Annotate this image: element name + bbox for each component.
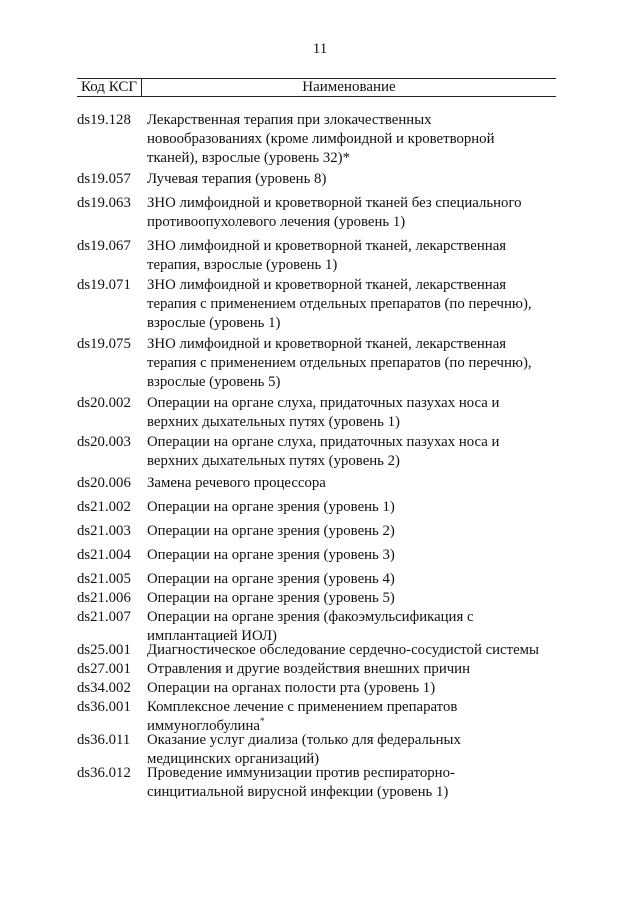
name-line: ЗНО лимфоидной и кроветворной тканей без специального (147, 195, 522, 211)
name-line: верхних дыхательных путях (уровень 2) (147, 453, 400, 469)
ksg-code: ds21.006 (77, 590, 131, 606)
ksg-name (147, 764, 555, 802)
ksg-name (147, 660, 555, 679)
ksg-code: ds19.063 (77, 195, 131, 211)
ksg-code: ds19.075 (77, 336, 131, 352)
name-line: новообразованиях (кроме лимфоидной и кроветворной (147, 131, 495, 147)
name-line: верхних дыхательных путях (уровень 1) (147, 414, 400, 430)
header-name: Наименование (302, 79, 396, 95)
name-line: Отравления и другие воздействия внешних причин (147, 661, 471, 677)
name-line: Операции на органе зрения (факоэмульсификация с (147, 609, 474, 625)
ksg-name (147, 498, 555, 517)
name-line: противоопухолевого лечения (уровень 1) (147, 214, 406, 230)
table-header (77, 78, 556, 97)
name-line: Замена речевого процессора (147, 475, 326, 491)
name-line: взрослые (уровень 5) (147, 374, 281, 390)
name-line: Оказание услуг диализа (только для федеральных (147, 732, 461, 748)
name-line: Операции на органе зрения (уровень 1) (147, 499, 395, 515)
ksg-name (147, 589, 555, 608)
ksg-code: ds34.002 (77, 680, 131, 696)
name-line: Лекарственная терапия при злокачественных (147, 112, 432, 128)
name-line: медицинских организаций) (147, 751, 320, 767)
name-line: терапия с применением отдельных препаратов (по перечню), (147, 296, 532, 312)
ksg-code: ds21.002 (77, 499, 131, 515)
ksg-code: ds27.001 (77, 661, 131, 677)
ksg-name (147, 237, 555, 275)
ksg-name (147, 276, 555, 333)
ksg-name (147, 111, 555, 168)
name-line: Диагностическое обследование сердечно-сосудистой системы (147, 642, 539, 658)
ksg-code: ds20.002 (77, 395, 131, 411)
name-line: ЗНО лимфоидной и кроветворной тканей, лекарственная (147, 336, 507, 352)
ksg-name (147, 546, 555, 565)
name-line: Операции на органах полости рта (уровень 1) (147, 680, 436, 696)
ksg-code: ds21.004 (77, 547, 131, 563)
name-line: Операции на органе зрения (уровень 3) (147, 547, 395, 563)
name-line: синцитиальной вирусной инфекции (уровень 1) (147, 784, 449, 800)
ksg-code: ds36.012 (77, 765, 131, 781)
ksg-code: ds21.007 (77, 609, 131, 625)
name-line: Операции на органе зрения (уровень 2) (147, 523, 395, 539)
name-line: тканей), взрослые (уровень 32)* (147, 150, 350, 166)
header-code: Код КСГ (77, 79, 142, 96)
ksg-code: ds36.001 (77, 699, 131, 715)
ksg-code: ds19.128 (77, 112, 131, 128)
ksg-name (147, 679, 555, 698)
ksg-name (147, 522, 555, 541)
name-line: Проведение иммунизации против респираторно- (147, 765, 455, 781)
ksg-code: ds21.003 (77, 523, 131, 539)
ksg-code: ds21.005 (77, 571, 131, 587)
ksg-code: ds36.011 (77, 732, 131, 748)
name-line: терапия с применением отдельных препаратов (по перечню), (147, 355, 532, 371)
ksg-name (147, 170, 555, 189)
ksg-name (147, 394, 555, 432)
ksg-name (147, 433, 555, 471)
footnote-mark: * (259, 716, 265, 726)
name-line: Лучевая терапия (уровень 8) (147, 171, 327, 187)
name-line: Операции на органе слуха, придаточных пазухах носа и (147, 395, 500, 411)
ksg-code: ds20.003 (77, 434, 131, 450)
name-line: Операции на органе зрения (уровень 4) (147, 571, 395, 587)
ksg-code: ds19.067 (77, 238, 131, 254)
ksg-name (147, 335, 555, 392)
ksg-code: ds19.057 (77, 171, 131, 187)
ksg-name (147, 641, 555, 660)
name-line: Комплексное лечение с применением препаратов (147, 699, 458, 715)
name-line: взрослые (уровень 1) (147, 315, 281, 331)
name-line: терапия, взрослые (уровень 1) (147, 257, 338, 273)
ksg-code: ds25.001 (77, 642, 131, 658)
ksg-name (147, 570, 555, 589)
name-line: ЗНО лимфоидной и кроветворной тканей, лекарственная (147, 277, 507, 293)
ksg-name (147, 474, 555, 493)
name-line: Операции на органе зрения (уровень 5) (147, 590, 395, 606)
name-line: имплантацией ИОЛ) (147, 628, 277, 644)
name-line: Операции на органе слуха, придаточных пазухах носа и (147, 434, 500, 450)
name-line: ЗНО лимфоидной и кроветворной тканей, лекарственная (147, 238, 507, 254)
page-number: 11 (312, 41, 328, 57)
name-line: иммуноглобулина* (147, 716, 265, 734)
ksg-name (147, 194, 555, 232)
ksg-code: ds20.006 (77, 475, 131, 491)
ksg-code: ds19.071 (77, 277, 131, 293)
